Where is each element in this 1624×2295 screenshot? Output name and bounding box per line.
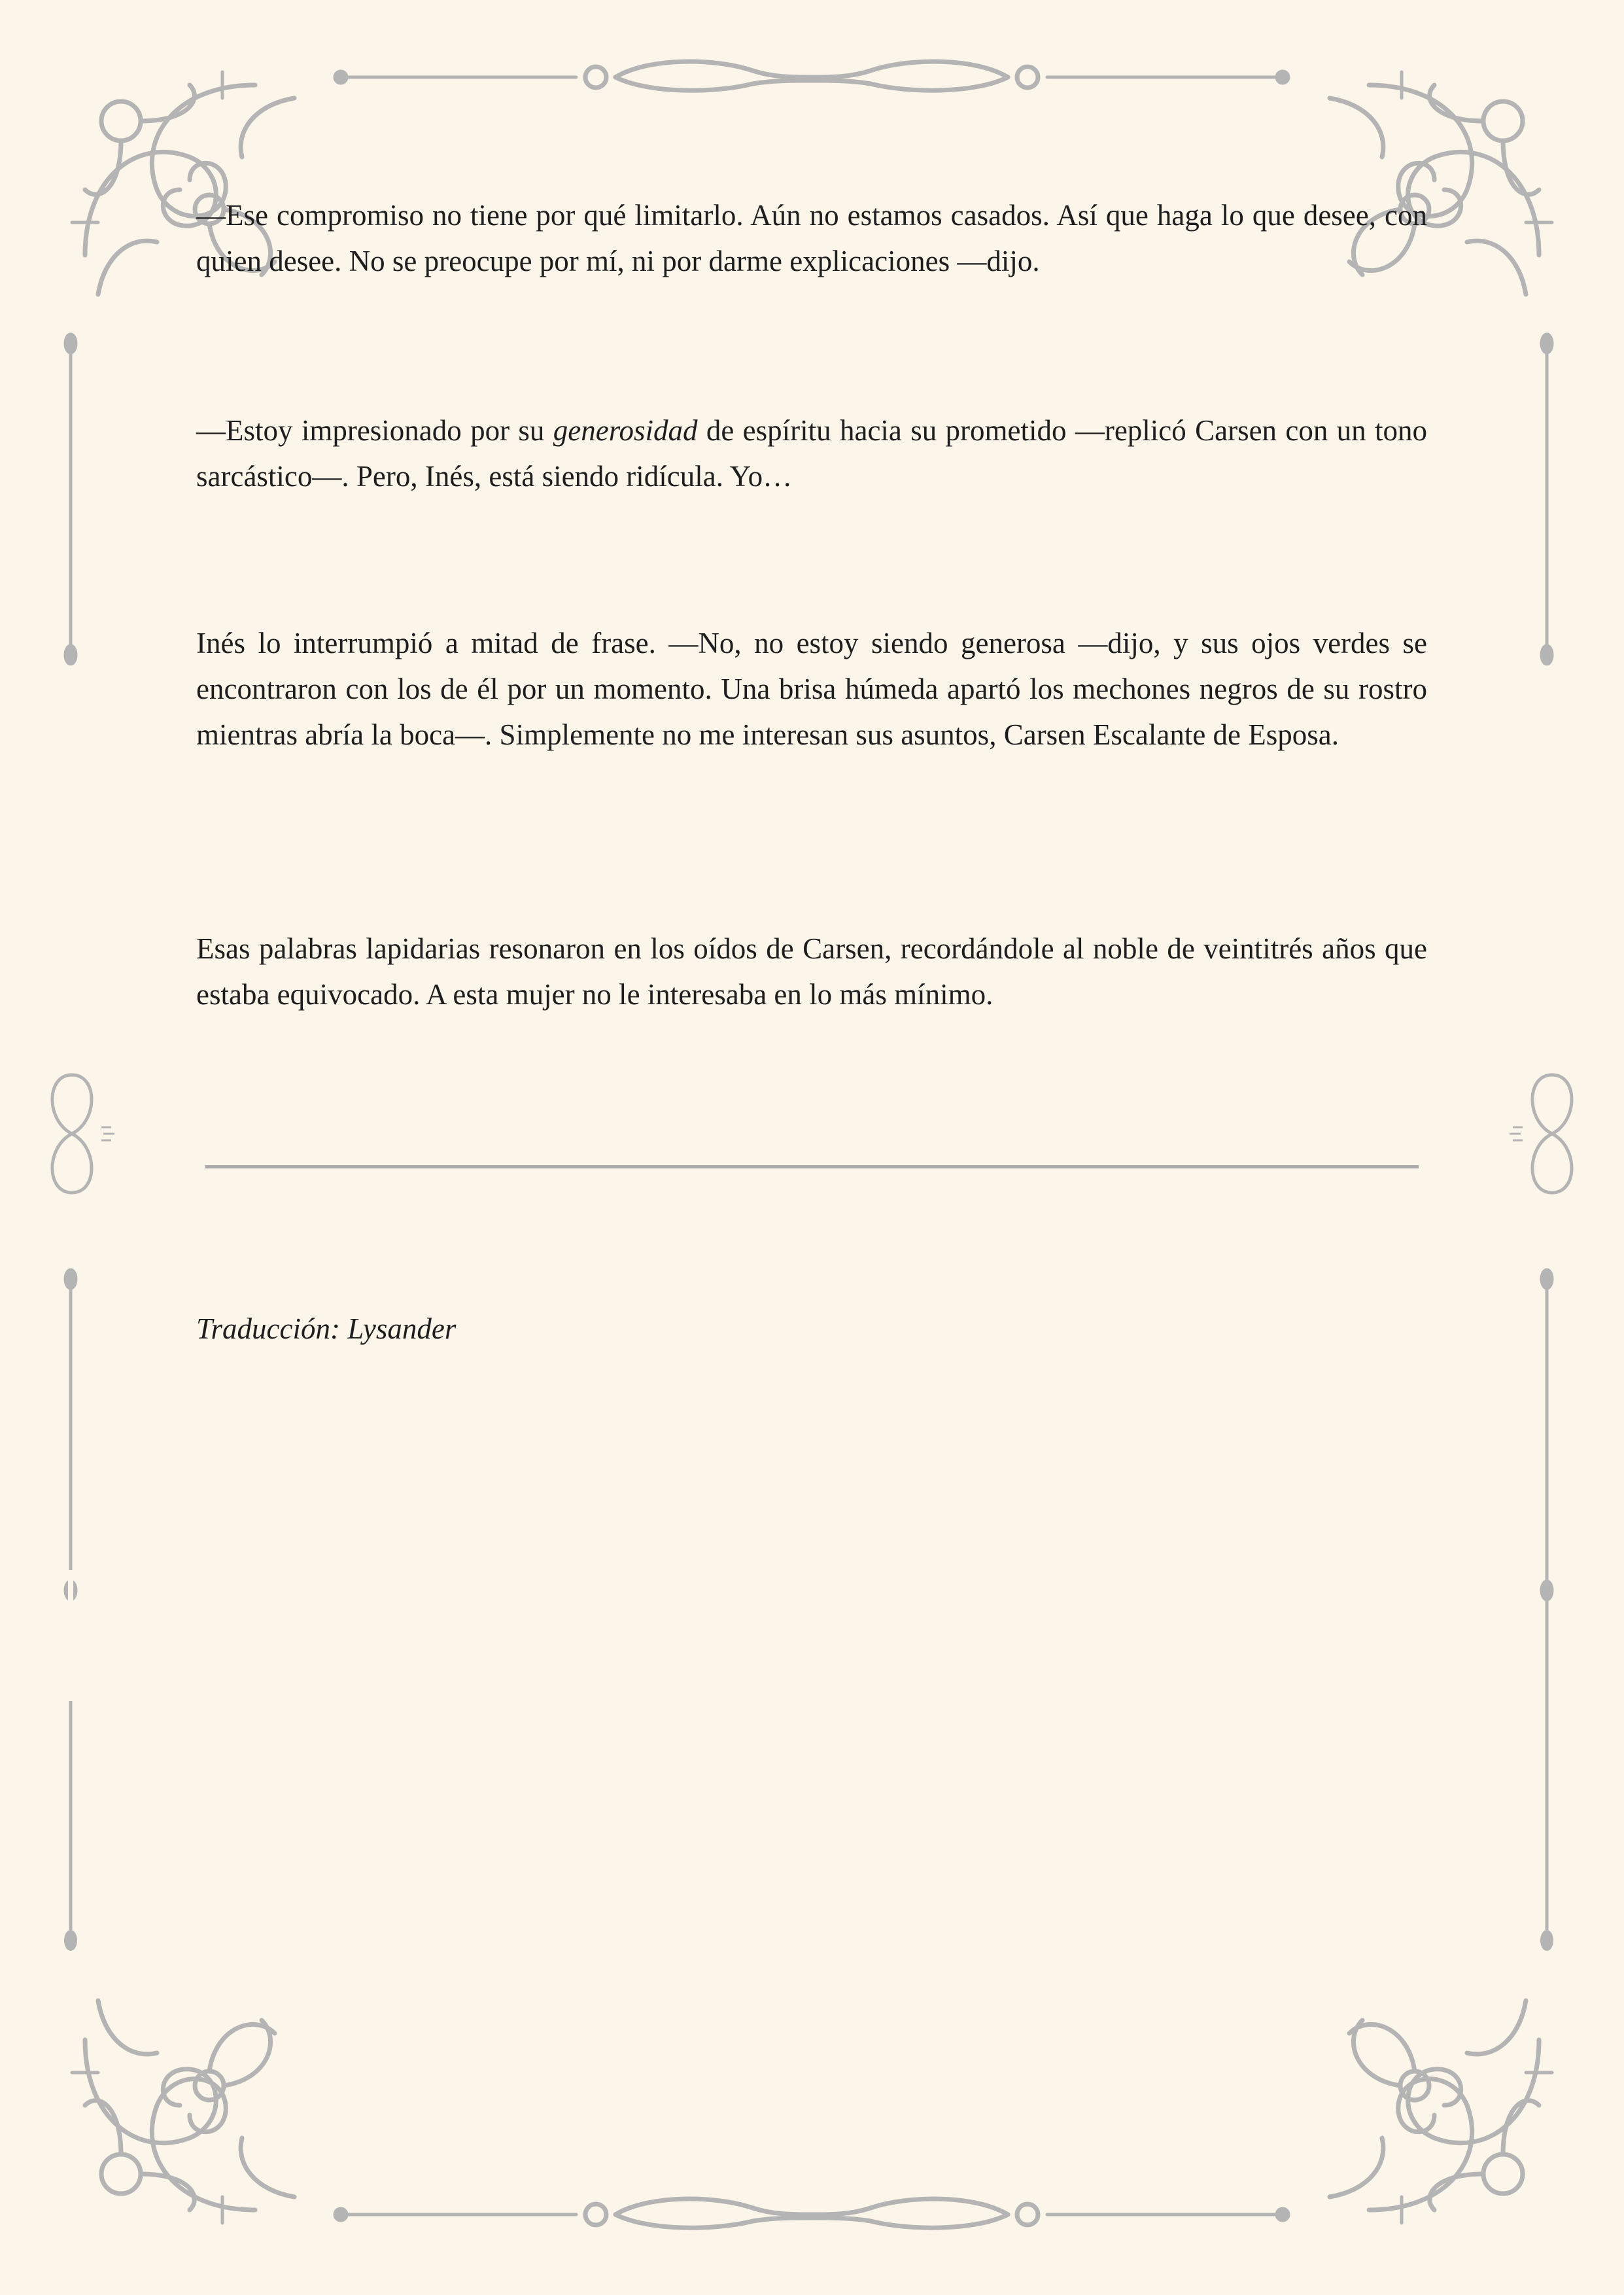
paragraph-3: Inés lo interrumpió a mitad de frase. —No, no estoy siendo generosa —dijo, y sus ojos verdes se encontraron con los de él por un momento. Una brisa húmeda apartó los mechones negros de su rostro mientras abría la boca—. Simplemente no me interesan sus asuntos, Carsen Escalante de Esposa. [196, 627, 1427, 751]
left-rod-lower [64, 1269, 77, 1601]
translation-credit: Traducción: Lysander [196, 1312, 457, 1345]
left-rod-upper [64, 333, 77, 665]
paragraph-2-start: —Estoy impresionado por su [196, 414, 553, 447]
right-infinity-ornament [1510, 1075, 1572, 1193]
paragraph-2 [196, 408, 1427, 499]
top-center-ornament [336, 61, 1288, 90]
paragraph-2-emphasis: generosidad [553, 414, 698, 447]
paragraph-4: Esas palabras lapidarias resonaron en los oídos de Carsen, recordándole al noble de veintitrés años que estaba equivocado. A esta mujer no le interesaba en lo más mínimo. [196, 932, 1427, 1011]
left-infinity-ornament [52, 1075, 114, 1193]
paragraph-1: —Ese compromiso no tiene por qué limitarlo. Aún no estamos casados. Así que haga lo que desee, con quien desee. No se preocupe por mí, ni por darme explicaciones —dijo. [196, 199, 1427, 277]
bottom-center-ornament [336, 2199, 1288, 2228]
corner-ornament-bottom-left [72, 2001, 294, 2223]
right-rod-lower [1540, 1269, 1553, 1601]
paragraph-2-end: de espíritu hacia su prometido —replicó Carsen con un tono sarcástico—. Pero, Inés, está siendo ridícula. Yo… [196, 414, 1427, 493]
section-divider [205, 1165, 1419, 1168]
right-rod-upper [1540, 333, 1553, 665]
corner-ornament-bottom-right [1330, 2001, 1552, 2223]
